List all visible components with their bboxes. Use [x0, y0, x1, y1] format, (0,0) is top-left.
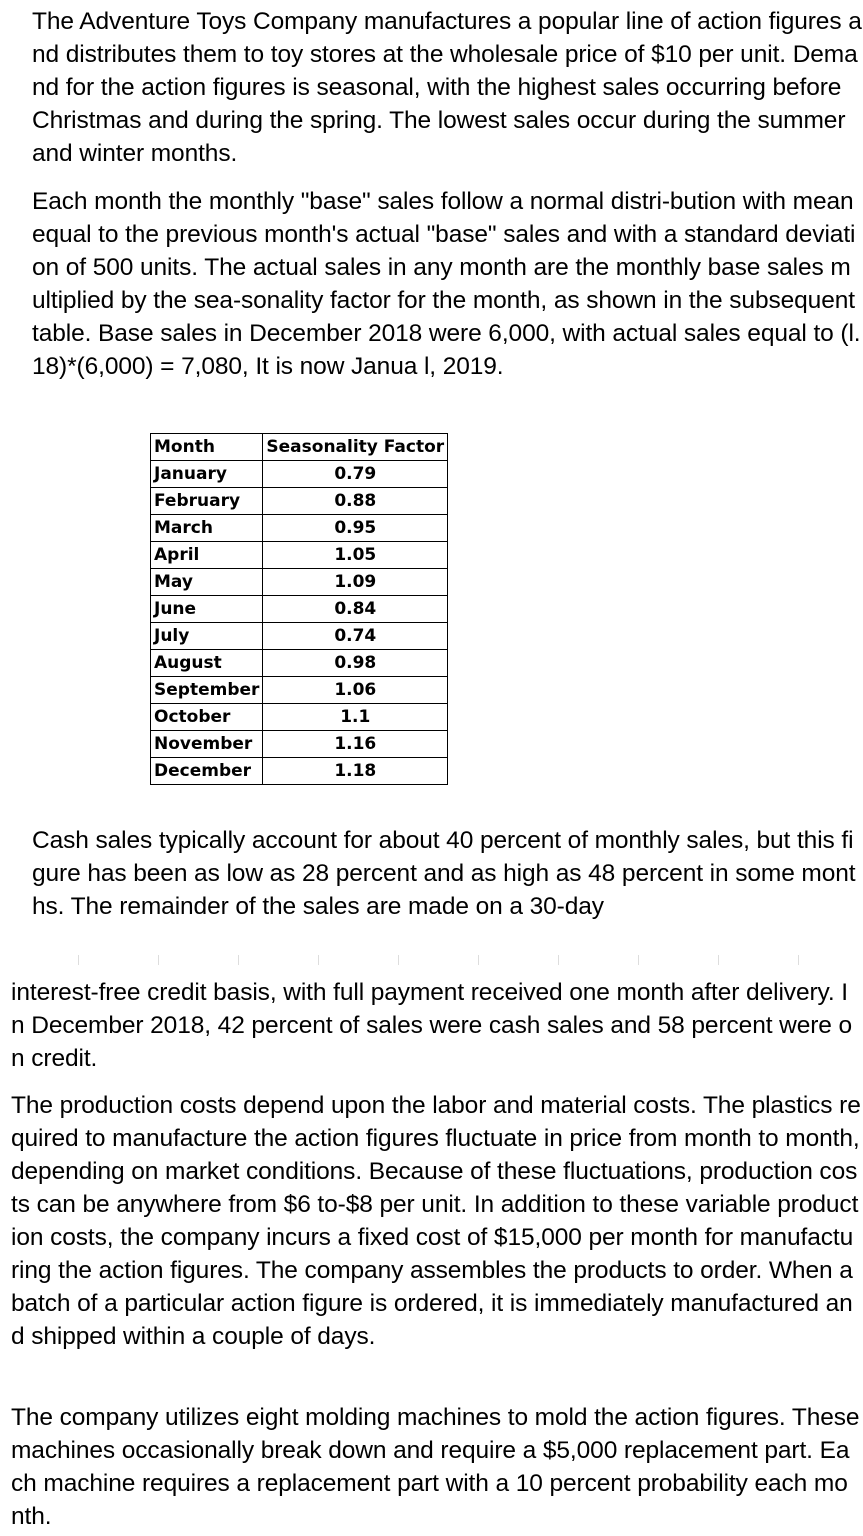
ruler-tick — [318, 955, 319, 965]
cell-factor: 1.1 — [263, 704, 448, 731]
table-row — [151, 623, 448, 650]
page-break-divider — [0, 955, 863, 967]
cell-month: May — [151, 569, 263, 596]
seasonality-table — [150, 433, 448, 785]
cell-factor: 0.95 — [263, 515, 448, 542]
ruler-tick — [798, 955, 799, 965]
cell-factor: 1.09 — [263, 569, 448, 596]
table-row — [151, 515, 448, 542]
cell-month: August — [151, 650, 263, 677]
cell-month: March — [151, 515, 263, 542]
paragraph-company-intro: The Adventure Toys Company manufactures a popular line of action figures and distributes them to toy stores at the wholesale price of $10 per unit. Demand for the action figures is seasonal, with the highest sales occurring before Christmas and during the spring. The lowest sales occur during the summer and winter months. — [32, 8, 862, 167]
table-row — [151, 542, 448, 569]
cell-month: July — [151, 623, 263, 650]
paragraph-base-sales: Each month the monthly "base" sales follow a normal distri-bution with mean equal to the previous month's actual "base" sales and with a standard deviation of 500 units. The actual sales in any month are the monthly base sales multiplied by the sea-sonality factor for the month, as shown in the subsequent table. Base sales in December 2018 were 6,000, with actual sales equal to (l.18)*(6,000) = 7,080, It is now Janua l, 2019. — [32, 188, 861, 380]
paragraph-cash-sales: Cash sales typically account for about 40 percent of monthly sales, but this figure has been as low as 28 percent and as high as 48 percent in some months. The remainder of the sales are made on a 30-day — [32, 827, 856, 920]
cell-month: November — [151, 731, 263, 758]
header-month: Month — [151, 434, 263, 461]
cell-factor: 0.84 — [263, 596, 448, 623]
paragraph-credit-basis: interest-free credit basis, with full payment received one month after delivery. In December 2018, 42 percent of sales were cash sales and 58 percent were on credit. — [11, 979, 853, 1072]
cell-month: June — [151, 596, 263, 623]
table-header-row — [151, 434, 448, 461]
cell-factor: 1.18 — [263, 758, 448, 785]
cell-factor: 1.16 — [263, 731, 448, 758]
ruler-tick — [158, 955, 159, 965]
cell-factor: 0.74 — [263, 623, 448, 650]
cell-month: April — [151, 542, 263, 569]
cell-month: January — [151, 461, 263, 488]
table-row — [151, 488, 448, 515]
cell-factor: 0.98 — [263, 650, 448, 677]
ruler-tick — [78, 955, 79, 965]
cell-factor: 1.06 — [263, 677, 448, 704]
ruler-tick — [478, 955, 479, 965]
cell-month: October — [151, 704, 263, 731]
table-row — [151, 461, 448, 488]
cell-factor: 1.05 — [263, 542, 448, 569]
ruler-tick — [718, 955, 719, 965]
ruler-tick — [398, 955, 399, 965]
cell-month: February — [151, 488, 263, 515]
table-row — [151, 677, 448, 704]
cell-month: December — [151, 758, 263, 785]
cell-factor: 0.88 — [263, 488, 448, 515]
table-row — [151, 569, 448, 596]
table-row — [151, 596, 448, 623]
table-row — [151, 650, 448, 677]
ruler-tick — [638, 955, 639, 965]
paragraph-molding-machines: The company utilizes eight molding machines to mold the action figures. These machines occasionally break down and require a $5,000 replacement part. Each machine requires a replacement part with a 10 percent probability each month. — [11, 1404, 860, 1530]
ruler-tick — [238, 955, 239, 965]
paragraph-production-costs: The production costs depend upon the labor and material costs. The plastics required to manufacture the action figures fluctuate in price from month to month, depending on market conditions. Because of these fluctuations, production costs can be anywhere from $6 to-$8 per unit. In addition to these variable production costs, the company incurs a fixed cost of $15,000 per month for manufacturing the action figures. The company assembles the products to order. When a batch of a particular action figure is ordered, it is immediately manufactured and shipped within a couple of days. — [11, 1092, 861, 1350]
header-seasonality-factor: Seasonality Factor — [263, 434, 448, 461]
ruler-tick — [558, 955, 559, 965]
cell-month: September — [151, 677, 263, 704]
table-row — [151, 704, 448, 731]
cell-factor: 0.79 — [263, 461, 448, 488]
table-row — [151, 731, 448, 758]
table-row — [151, 758, 448, 785]
